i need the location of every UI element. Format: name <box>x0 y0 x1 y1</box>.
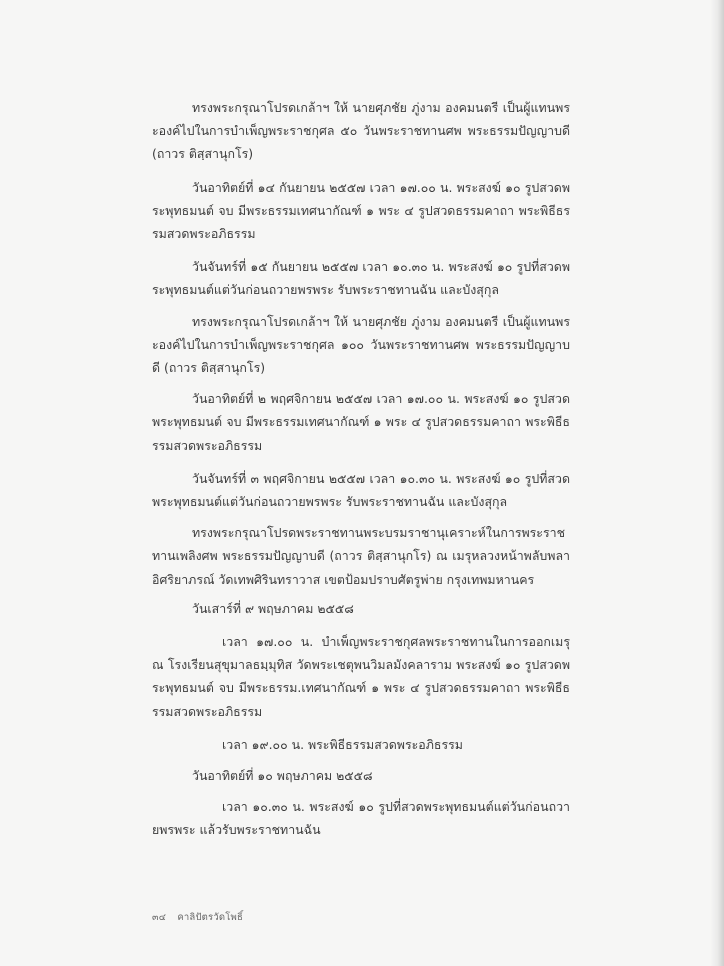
paragraph-royal-grace-50-days: ทรงพระกรุณาโปรดเกล้าฯ ให้ นายศุภชัย ภู่งาม องคมนตรี เป็นผู้แทนพระองค์ไปในการบำเพ็ญพระราชกุศล ๕๐ วันพระราชทานศพ พระธรรมปัญญาบดี (ถาวร ติสฺสานุกโร) <box>152 100 570 162</box>
paragraph-royal-grace-100-days: ทรงพระกรุณาโปรดเกล้าฯ ให้ นายศุภชัย ภู่งาม องคมนตรี เป็นผู้แทนพระองค์ไปในการบำเพ็ญพระราชกุศล ๑๐๐ วันพระราชทานศพ พระธรรมปัญญาบดี (ถาวร ติสฺสานุกโร) <box>152 313 570 376</box>
paragraph-sunday-14-september: วันอาทิตย์ที่ ๑๔ กันยายน ๒๕๕๗ เวลา ๑๗.๐๐ น. พระสงฆ์ ๑๐ รูปสวดพระพุทธมนต์ จบ มีพระธรรมเทศนากัณฑ์ ๑ พระ ๔ รูปสวดธรรมคาถา พระพิธีธรรมสวดพระอภิธรรม <box>152 179 570 242</box>
publication-name: คาลิปัตรวัดโพธิ์ <box>177 912 244 923</box>
paragraph-monday-3-november: วันจันทร์ที่ ๓ พฤศจิกายน ๒๕๕๗ เวลา ๑๐.๓๐ น. พระสงฆ์ ๑๐ รูปที่สวดพระพุทธมนต์แต่วันก่อนถวายพรพระ รับพระราชทานฉัน และบังสุกุล <box>152 470 570 510</box>
heading-sunday-10-may: วันอาทิตย์ที่ ๑๐ พฤษภาคม ๒๕๕๘ <box>192 768 373 784</box>
heading-saturday-9-may: วันเสาร์ที่ ๙ พฤษภาคม ๒๕๕๘ <box>192 600 354 616</box>
paragraph-monday-15-september: วันจันทร์ที่ ๑๕ กันยายน ๒๕๕๗ เวลา ๑๐.๓๐ น. พระสงฆ์ ๑๐ รูปที่สวดพระพุทธมนต์แต่วันก่อนถวายพรพระ รับพระราชทานฉัน และบังสุกุล <box>152 259 570 298</box>
paragraph-1700-ceremony: เวลา ๑๗.๐๐ น. บำเพ็ญพระราชกุศลพระราชทานในการออกเมรุ ณ โรงเรียนสุขุมาลธมฺมุทิส วัดพระเชตุพนวิมลมังคลาราม พระสงฆ์ ๑๐ รูปสวดพระพุทธมนต์ จบ มีพระธรรม.เทศนากัณฑ์ ๑ พระ ๔ รูปสวดธรรมคาถา พระพิธีธรรมสวดพระอภิธรรม <box>152 634 570 719</box>
page-footer <box>152 910 243 925</box>
page-number: ๓๔ <box>152 912 167 923</box>
paragraph-cremation-grace: ทรงพระกรุณาโปรดพระราชทานพระบรมราชานุเคราะห์ในการพระราชทานเพลิงศพ พระธรรมปัญญาบดี (ถาวร ติสฺสานุกโร) ณ เมรุหลวงหน้าพลับพลาอิศริยาภรณ์ วัดเทพศิรินทราวาส เขตป้อมปราบศัตรูพ่าย กรุงเทพมหานคร <box>152 525 570 587</box>
body-text <box>152 96 570 842</box>
paragraph-sunday-2-november: วันอาทิตย์ที่ ๒ พฤศจิกายน ๒๕๕๗ เวลา ๑๗.๐๐ น. พระสงฆ์ ๑๐ รูปสวดพระพุทธมนต์ จบ มีพระธรรมเทศนากัณฑ์ ๑ พระ ๔ รูปสวดธรรมคาถา พระพิธีธรรมสวดพระอภิธรรม <box>152 391 570 453</box>
page-edge-shadow <box>710 0 724 966</box>
paragraph-1030-blessing: เวลา ๑๐.๓๐ น. พระสงฆ์ ๑๐ รูปที่สวดพระพุทธมนต์แต่วันก่อนถวายพรพระ แล้วรับพระราชทานฉัน <box>152 799 570 838</box>
paragraph-1900-abhidhamma: เวลา ๑๙.๐๐ น. พระพิธีธรรมสวดพระอภิธรรม <box>222 736 463 752</box>
